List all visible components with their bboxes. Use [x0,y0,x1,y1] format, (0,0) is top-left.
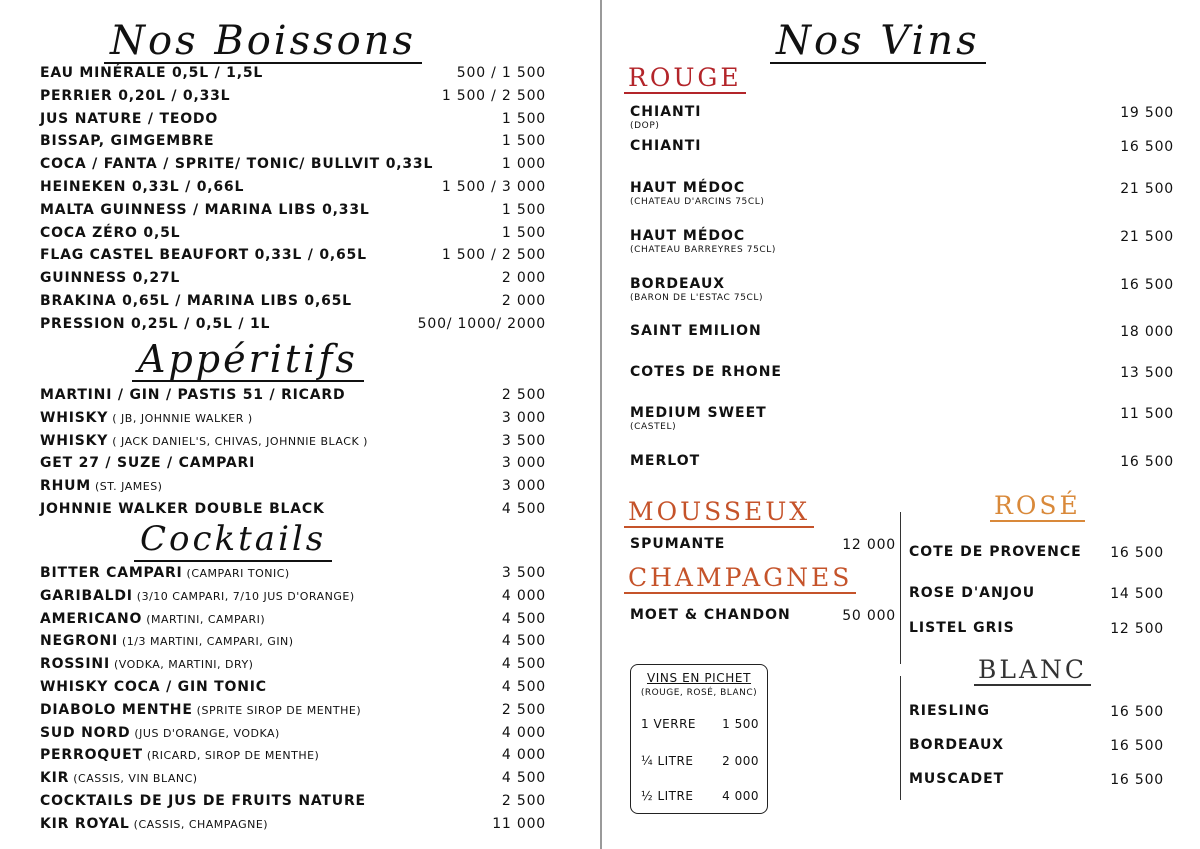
page-divider [600,0,602,849]
menu-item [40,815,268,834]
mousseux-heading: MOUSSEUX [624,498,814,528]
menu-item [40,110,218,128]
wine-name: HAUT MÉDOC [630,228,746,244]
wine-name: BORDEAUX [909,737,1005,753]
menu-item [40,655,253,674]
item-name: SUD NORD [40,724,131,741]
item-price: 2 500 [501,793,546,809]
item-name: KIR [40,770,70,787]
item-price: 1 000 [501,156,546,173]
item-price: 1 500 / 2 500 [441,87,546,104]
item-price: 2 000 [501,270,546,287]
item-price: 500/ 1000/ 2000 [417,315,546,332]
item-price: 4 000 [501,724,546,741]
menu-item [40,386,345,404]
item-price: 4 500 [501,770,546,787]
item-price: 3 000 [501,478,546,495]
item-name: JOHNNIE WALKER DOUBLE BLACK [40,501,325,517]
menu-item [40,155,433,173]
wine-price: 16 500 [1110,738,1164,754]
item-price: 2 000 [501,293,546,309]
item-price: 4 500 [501,679,546,695]
menu-item [40,477,162,496]
menu-item [40,610,265,629]
item-note: (ST. JAMES) [91,480,163,494]
wine-price: 16 500 [1120,139,1174,155]
menu-item [40,409,253,428]
menu-item [40,564,290,583]
menu-item [40,224,180,242]
menu-item [40,587,355,606]
item-price: 11 000 [492,815,546,832]
wine-price: 11 500 [1120,406,1174,422]
menu-item [40,454,255,472]
item-price: 4 000 [501,747,546,764]
item-name: MARTINI / GIN / PASTIS 51 / RICARD [40,387,346,403]
pichet-label: ½ LITRE [641,789,694,803]
wine-name: SAINT EMILION [630,323,762,339]
item-note: (CAMPARI TONIC) [182,567,290,580]
menu-item [40,64,263,82]
item-note: (SPRITE SIROP DE MENTHE) [192,703,362,717]
item-name: BITTER CAMPARI [40,565,183,581]
menu-item [40,724,280,743]
item-price: 4 500 [501,633,546,650]
rouge-heading: ROUGE [624,64,746,94]
boissons-title: Nos Boissons [104,20,422,64]
wine-name: COTE DE PROVENCE [909,544,1082,560]
item-note: ( JACK DANIEL'S, CHIVAS, JOHNNIE BLACK ) [108,434,368,448]
item-price: 3 000 [501,409,546,426]
item-name: WHISKY [40,432,109,449]
wine-price: 21 500 [1120,181,1174,197]
wine-price: 16 500 [1120,454,1174,470]
wine-price: 16 500 [1110,772,1164,788]
wine-name: HAUT MÉDOC [630,180,746,196]
item-name: JUS NATURE / TEODO [40,110,219,127]
menu-item [40,315,270,333]
menu-item [40,500,325,518]
item-name: GET 27 / SUZE / CAMPARI [40,455,256,472]
item-note: (3/10 CAMPARI, 7/10 JUS D'ORANGE) [132,589,355,603]
item-note: ( JB, JOHNNIE WALKER ) [108,411,253,425]
item-name: PERRIER 0,20L / 0,33L [40,87,231,104]
item-name: GARIBALDI [40,587,133,604]
wine-name: COTES DE RHONE [630,364,782,380]
item-name: FLAG CASTEL BEAUFORT 0,33L / 0,65L [40,247,367,264]
wine-price: 14 500 [1110,586,1164,602]
item-name: ROSSINI [40,656,110,673]
item-name: COCA ZÉRO 0,5L [40,224,181,241]
wine-name: CHIANTI [630,104,702,120]
rose-separator [900,512,901,664]
pichet-title: VINS EN PICHET [646,671,752,685]
wine-name: CHIANTI [630,138,702,154]
item-price: 500 / 1 500 [456,65,546,81]
menu-item [40,201,370,219]
pichet-price: 2 000 [722,754,759,768]
wine-note: (CHATEAU BARREYRES 75CL) [630,245,777,255]
item-name: COCKTAILS DE JUS DE FRUITS NATURE [40,793,366,809]
item-name: COCA / FANTA / SPRITE/ TONIC/ BULLVIT 0,33L [40,156,434,173]
menu-item [40,178,244,196]
item-price: 1 500 [501,110,546,127]
wine-name: RIESLING [909,703,990,719]
wine-price: 19 500 [1120,105,1174,121]
menu-item [40,292,352,310]
item-price: 3 500 [501,432,546,449]
pichet-label: ¼ LITRE [641,754,694,768]
wine-price: 13 500 [1120,365,1174,381]
item-price: 2 500 [501,701,546,718]
item-price: 2 500 [501,387,546,403]
item-price: 1 500 [501,224,546,241]
wine-name: SPUMANTE [630,536,726,552]
wine-name: BORDEAUX [630,276,726,292]
wine-price: 16 500 [1110,545,1164,561]
pichet-label: 1 VERRE [641,717,696,731]
item-name: HEINEKEN 0,33L / 0,66L [40,179,245,195]
item-name: DIABOLO MENTHE [40,701,193,718]
wine-name: MERLOT [630,453,701,469]
menu-item [40,701,361,720]
aperitifs-title: Appéritifs [132,338,364,382]
item-price: 3 000 [501,455,546,472]
item-name: EAU MINÉRALE 0,5L / 1,5L [40,65,264,81]
wine-price: 16 500 [1110,704,1164,720]
wine-name: MOET & CHANDON [630,607,791,623]
wine-price: 50 000 [842,608,896,624]
item-name: PRESSION 0,25L / 0,5L / 1L [40,315,271,332]
menu-item [40,432,368,451]
item-name: BRAKINA 0,65L / MARINA LIBS 0,65L [40,293,352,309]
item-name: GUINNESS 0,27L [40,270,181,287]
item-note: (1/3 MARTINI, CAMPARI, GIN) [117,635,294,649]
pichet-box [630,664,768,814]
item-price: 1 500 / 3 000 [441,179,546,195]
wine-name: MEDIUM SWEET [630,405,767,421]
menu-item [40,269,180,287]
wine-note: (DOP) [630,121,660,131]
wine-note: (CHATEAU D'ARCINS 75CL) [630,197,765,207]
item-price: 4 500 [501,501,546,517]
champagnes-heading: CHAMPAGNES [624,564,856,594]
item-price: 1 500 [501,133,546,150]
menu-item [40,746,319,765]
item-note: (RICARD, SIROP DE MENTHE) [142,749,320,763]
item-note: (CASSIS, CHAMPAGNE) [129,817,269,831]
item-price: 4 500 [501,656,546,673]
item-name: KIR ROYAL [40,815,130,832]
wine-price: 21 500 [1120,229,1174,245]
vins-title: Nos Vins [770,20,986,64]
item-name: NEGRONI [40,633,118,650]
menu-item [40,132,214,150]
item-name: PERROQUET [40,747,143,764]
menu-item [40,632,294,651]
menu-item [40,678,267,696]
item-price: 3 500 [501,565,546,581]
item-name: RHUM [40,478,91,495]
item-price: 1 500 / 2 500 [441,247,546,264]
wine-price: 18 000 [1120,324,1174,340]
wine-note: (BARON DE L'ESTAC 75CL) [630,293,764,303]
item-price: 1 500 [501,201,546,218]
wine-name: ROSE D'ANJOU [909,585,1036,601]
item-name: WHISKY [40,409,109,426]
menu-item [40,792,366,810]
rose-heading: ROSÉ [990,492,1085,522]
wine-note: (CASTEL) [630,422,677,432]
pichet-price: 4 000 [722,789,759,803]
item-note: (CASSIS, VIN BLANC) [69,772,198,786]
item-name: WHISKY COCA / GIN TONIC [40,679,267,695]
wine-price: 12 500 [1110,621,1164,637]
item-name: AMERICANO [40,610,143,627]
item-price: 4 000 [501,587,546,604]
blanc-separator [900,676,901,800]
item-note: (VODKA, MARTINI, DRY) [109,658,254,672]
pichet-subtitle: (ROUGE, ROSÉ, BLANC) [640,688,758,698]
item-price: 4 500 [501,610,546,627]
item-name: BISSAP, GIMGEMBRE [40,133,215,150]
wine-name: MUSCADET [909,771,1005,787]
menu-item [40,769,198,788]
blanc-heading: BLANC [974,656,1091,686]
menu-item [40,87,230,105]
wine-price: 12 000 [842,537,896,553]
item-name: MALTA GUINNESS / MARINA LIBS 0,33L [40,201,370,218]
pichet-price: 1 500 [722,717,759,731]
cocktails-title: Cocktails [134,518,332,562]
wine-price: 16 500 [1120,277,1174,293]
item-note: (MARTINI, CAMPARI) [142,612,266,626]
menu-item [40,246,367,264]
wine-name: LISTEL GRIS [909,620,1015,636]
item-note: (JUS D'ORANGE, VODKA) [130,726,280,740]
